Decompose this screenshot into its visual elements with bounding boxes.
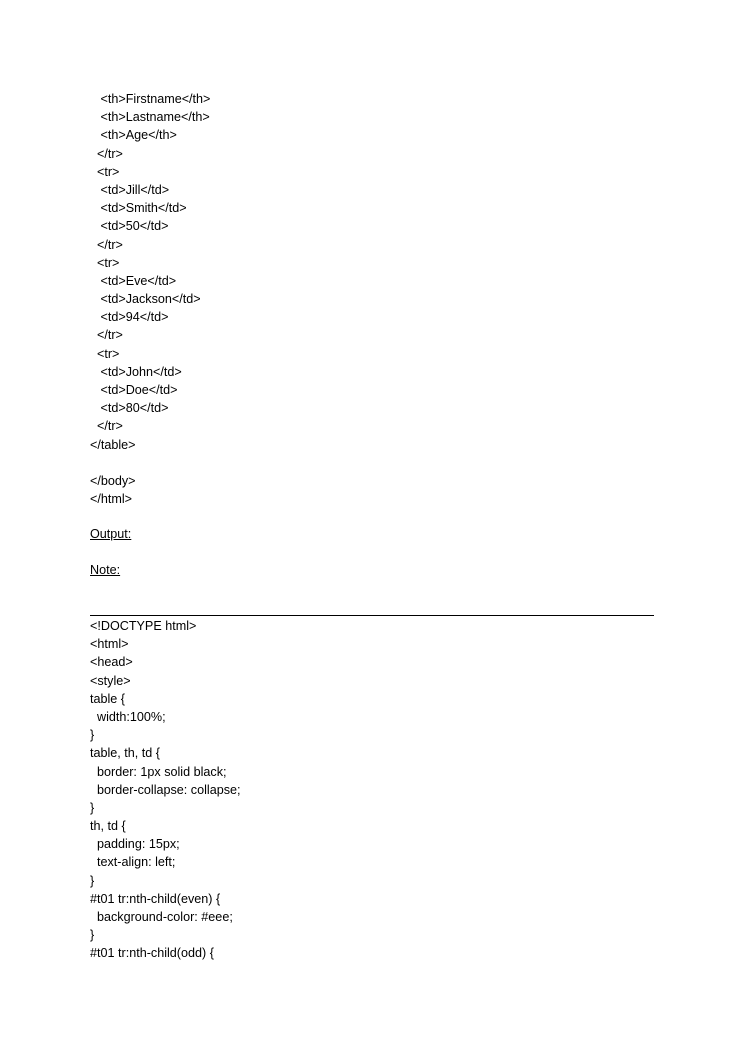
code-line: <td>John</td> [90, 364, 182, 379]
code-line: <!DOCTYPE html> [90, 619, 197, 633]
code-line: } [90, 928, 95, 943]
code-listing-bottom [90, 617, 241, 963]
code-line: table, th, td { [90, 746, 161, 761]
code-line: <th>Age</th> [90, 128, 177, 143]
code-line: <th>Firstname</th> [90, 92, 211, 106]
code-line: border: 1px solid black; [90, 764, 227, 779]
code-line: } [90, 800, 95, 815]
code-line: <html> [90, 637, 129, 652]
code-line: } [90, 873, 95, 888]
code-listing-top [90, 90, 210, 508]
code-line: <td>Jill</td> [90, 182, 170, 197]
code-line: border-collapse: collapse; [90, 782, 241, 797]
note-label: Note: [90, 563, 121, 577]
code-line: </tr> [90, 146, 123, 161]
code-line: <td>50</td> [90, 219, 169, 234]
horizontal-rule [90, 615, 654, 616]
code-line: </body> [90, 473, 136, 488]
code-line: #t01 tr:nth-child(even) { [90, 891, 221, 906]
code-line: <td>Doe</td> [90, 383, 178, 397]
code-line: <th>Lastname</th> [90, 110, 210, 125]
code-line: <td>Eve</td> [90, 273, 177, 288]
code-line: th, td { [90, 819, 126, 834]
code-line: padding: 15px; [90, 837, 180, 852]
code-line: background-color: #eee; [90, 910, 233, 924]
code-line: <td>Smith</td> [90, 201, 187, 216]
code-line: text-align: left; [90, 855, 176, 870]
code-line: } [90, 728, 95, 743]
code-line: #t01 tr:nth-child(odd) { [90, 946, 214, 961]
code-line: <td>80</td> [90, 401, 169, 416]
code-line: </tr> [90, 328, 123, 343]
code-line: </html> [90, 492, 132, 507]
code-line: <tr> [90, 346, 120, 361]
code-line [90, 454, 210, 472]
code-line: <style> [90, 673, 131, 688]
code-line: </tr> [90, 419, 123, 434]
code-line: <head> [90, 655, 133, 670]
code-line: <td>Jackson</td> [90, 292, 201, 307]
code-line: <td>94</td> [90, 310, 169, 325]
code-line: <tr> [90, 164, 120, 179]
output-label: Output: [90, 527, 132, 541]
code-line: </tr> [90, 237, 123, 252]
code-line: </table> [90, 437, 136, 452]
code-line: <tr> [90, 255, 120, 270]
code-line: table { [90, 691, 126, 706]
code-line: width:100%; [90, 709, 166, 724]
